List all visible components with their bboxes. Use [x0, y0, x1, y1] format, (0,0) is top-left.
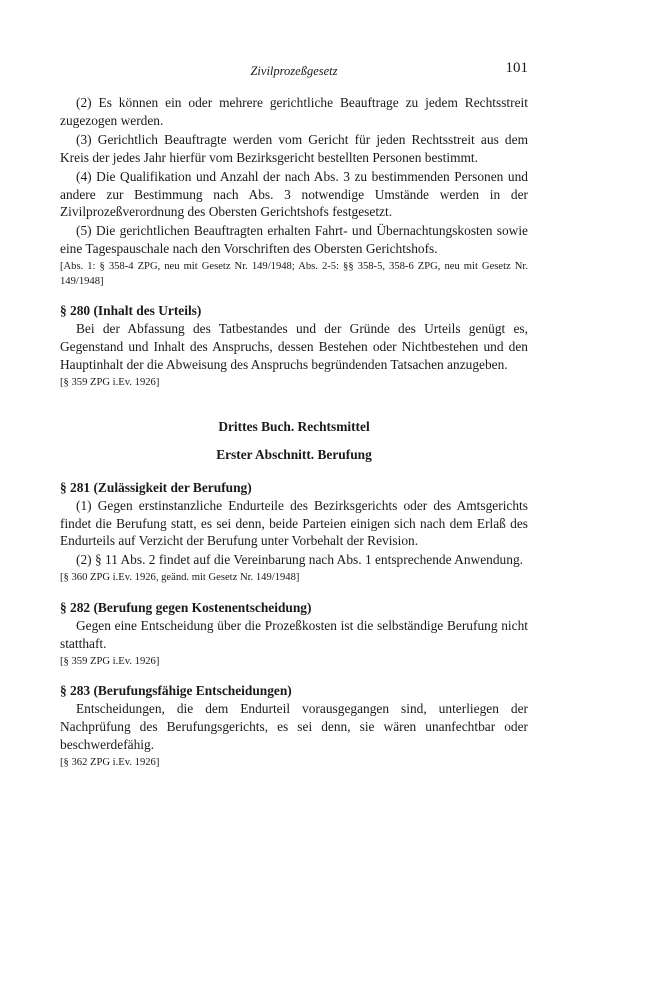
book-heading: Drittes Buch. Rechtsmittel — [218, 418, 370, 434]
page-number: 101 — [505, 60, 528, 76]
paragraph-2: (2) Es können ein oder mehrere gerichtliche Beauftrage zu jedem Rechtsstreit zugezogen werden. — [60, 95, 528, 128]
section-heading: Erster Abschnitt. Berufung — [216, 446, 372, 462]
paragraph-3: (3) Gerichtlich Beauftragte werden vom Gericht für jeden Rechtsstreit aus dem Kreis der jedes Jahr hierfür vom Bezirksgericht bestellten Personen bestimmt. — [60, 131, 528, 165]
s281-para-1: (1) Gegen erstinstanzliche Endurteile des Bezirksgerichts oder des Amtsgerichts findet die Berufung statt, es sei denn, beide Parteien einigen sich nach dem Erlaß des Endurteils auf Verzicht der Berufung unter Vorbehalt der Revision. — [60, 497, 528, 549]
s280-text: Bei der Abfassung des Tatbestandes und der Gründe des Urteils genügt es, Gegenstand und Inhalt des Anspruchs, dessen Bestehen oder Nichtbestehen und den Hauptinhalt der die Abweisung des Anspruchs begründenden Tatsachen anzugeben. — [60, 321, 528, 373]
running-head — [60, 58, 528, 84]
paragraph-4: (4) Die Qualifikation und Anzahl der nach Abs. 3 zu bestimmenden Personen und andere zur Bestimmung nach Abs. 3 notwendige Umstände werden in der Zivilprozeßverordnung des Obersten Gerichtshofs festgesetzt. — [60, 168, 528, 220]
paragraph-5: (5) Die gerichtlichen Beauftragten erhalten Fahrt- und Übernachtungskosten sowie eine Tagespauschale nach den Vorschriften des Obersten Gerichtshofs. — [60, 223, 528, 257]
s280-heading: § 280 (Inhalt des Urteils) — [60, 303, 202, 319]
s281-note: [§ 360 ZPG i.Ev. 1926, geänd. mit Gesetz Nr. 149/1948] — [60, 572, 300, 584]
page-body — [60, 94, 528, 771]
s282-text: Gegen eine Entscheidung über die Prozeßkosten ist die selbständige Berufung nicht statthaft. — [60, 617, 528, 651]
s282-heading: § 282 (Berufung gegen Kostenentscheidung) — [60, 599, 312, 615]
s283-note: [§ 362 ZPG i.Ev. 1926] — [60, 757, 160, 768]
s283-heading: § 283 (Berufungsfähige Entscheidungen) — [60, 683, 292, 699]
s280-note: [§ 359 ZPG i.Ev. 1926] — [60, 377, 160, 389]
s282-note: [§ 359 ZPG i.Ev. 1926] — [60, 655, 160, 667]
source-note: [Abs. 1: § 358-4 ZPG, neu mit Gesetz Nr. 149/1948; Abs. 2-5: §§ 358-5, 358-6 ZPG, neu mit Gesetz Nr. 149/1948] — [60, 261, 528, 287]
document-page — [60, 58, 528, 771]
s281-heading: § 281 (Zulässigkeit der Berufung) — [60, 479, 252, 495]
s281-para-2: (2) § 11 Abs. 2 findet auf die Vereinbarung nach Abs. 1 entsprechende Anwendung. — [76, 552, 523, 568]
s283-text: Entscheidungen, die dem Endurteil vorausgegangen sind, unterliegen der Nachprüfung des Berufungsgerichts, es sei denn, sie wären unanfechtbar oder beschwerdefähig. — [60, 701, 528, 753]
running-title: Zivilprozeßgesetz — [250, 64, 338, 78]
